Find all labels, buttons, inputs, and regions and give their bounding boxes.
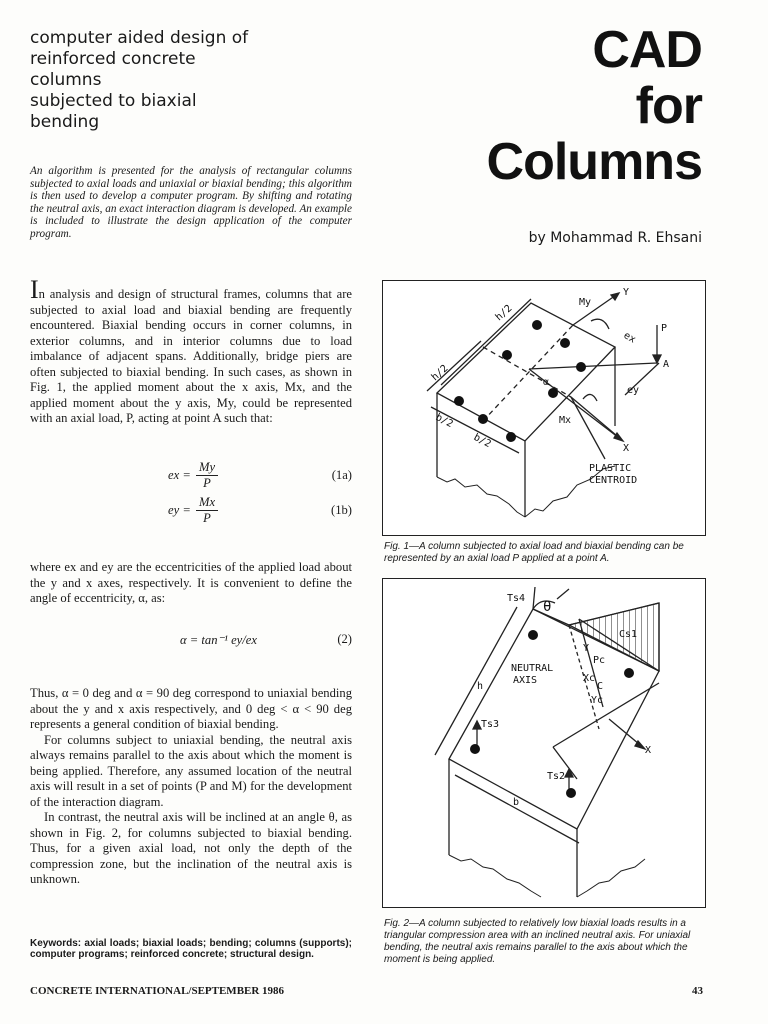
paragraph-eccentricity: where ex and ey are the eccentricities of the applied load about the y and x axes, respectively. It is convenient to define the angle of eccentricity, α, as: [30,560,352,605]
eq2-text: α = tan⁻¹ ey/ex [180,633,257,647]
paragraph-body [30,686,352,888]
paragraph-uniaxial: For columns subject to uniaxial bending, the neutral axis always remains parallel to the axis about which the moment is being applied. Therefore, any assumed location of the neutral axis will result in a set of points (P and M) for the development of the interaction diagram. [30,732,352,809]
eq1b-lhs: ey = [168,503,191,517]
article-subtitle [30,28,330,133]
fig2-label-c: C [597,681,604,692]
subtitle-line: subjected to biaxial [30,91,197,111]
subtitle-line: reinforced concrete [30,49,196,69]
eq1a-denominator: P [196,475,218,491]
fig2-label-yc: Yc [591,695,604,706]
fig1-label-my: My [579,297,592,308]
subtitle-line: bending [30,112,100,132]
fig1-label-alpha: α [543,377,550,388]
figure-2-drawing [383,579,705,907]
fig2-label-b: b [513,797,520,808]
equation-1a [30,460,352,492]
title-line: Columns [486,133,702,191]
eq1b-denominator: P [196,510,218,526]
abstract: An algorithm is presented for the analysis of rectangular columns subjected to axial loads and uniaxial or biaxial bending; this algorithm is then used to develop a computer program. By shifting and rotating the neutral axis, an exact interaction diagram is developed. An example is included to illustrate the design application of the computer program. [30,165,352,240]
figure-1 [382,280,706,536]
fig2-label-h: h [477,681,484,692]
fig1-label-mx: Mx [559,415,572,426]
footer-journal: CONCRETE INTERNATIONAL/SEPTEMBER 1986 [30,985,285,997]
subtitle-line: computer aided design of [30,28,249,48]
fig1-label-plastic: PLASTIC [589,463,632,474]
fig2-label-x: X [645,745,652,756]
eq1a-fraction [196,460,218,491]
figure-2 [382,578,706,908]
article-title [487,22,702,190]
equation-2 [30,630,352,662]
fig1-label-y-axis: Y [623,287,630,298]
intro-text: n analysis and design of structural frames, columns that are subjected to axial load and biaxial bending are frequently encountered. Biaxial bending occurs in corner columns, in exterior columns, and in interior columns due to load imbalance of adjacent spans. Additionally, bridge piers are often subjected to biaxial bending. In such cases, as shown in Fig. 1, the applied moment about the x axis, Mx, and the applied moment about the y axis, My, could be represented with an axial load, P, acting at point A such that: [30,287,352,425]
fig1-label-ex: ex [621,330,638,346]
eq1b-label: (1b) [331,503,352,517]
fig2-label-axis: AXIS [513,675,538,686]
fig1-label-h2-top: h/2 [493,302,515,324]
fig1-label-ey: ey [627,385,640,396]
subtitle-line: columns [30,70,102,90]
eq1a-lhs: ex = [168,468,191,482]
keywords-text: axial loads; biaxial loads; bending; columns (supports); computer programs; reinforced concrete; structural design. [30,938,352,960]
eq1a-numerator: My [198,460,216,474]
fig2-label-pc: Pc [593,655,606,666]
fig2-label-xc: Xc [583,673,596,684]
equation-1b [30,495,352,527]
figure-1-drawing [383,281,705,535]
title-line: CAD [592,21,702,79]
keywords-label: Keywords: [30,938,82,949]
author-byline: by Mohammad R. Ehsani [528,230,702,246]
fig2-label-cs1: Cs1 [619,629,638,640]
eq1b-fraction [196,495,218,526]
fig2-label-theta: θ [543,599,552,615]
fig1-label-b2-b: b/2 [471,431,493,451]
paragraph-angle: Thus, α = 0 deg and α = 90 deg correspond to uniaxial bending about the y and x axis respectively, and 0 deg < α < 90 deg represents a general condition of biaxial bending. [30,686,352,731]
fig2-label-ts4: Ts4 [507,593,526,604]
drop-cap: I [30,275,39,304]
fig1-label-p: P [661,323,668,334]
fig2-label-ts3: Ts3 [481,719,500,730]
fig1-label-h2-left: h/2 [429,362,451,384]
title-line: for [635,77,702,135]
page-number: 43 [692,985,703,997]
fig1-label-x-axis: X [623,443,630,454]
figure-2-caption: Fig. 2—A column subjected to relatively low biaxial loads results in a triangular compression area with an inclined neutral axis. For uniaxial bending, the neutral axis remains parallel to the axis about which the moment is being applied. [384,918,691,965]
eq1b-numerator: Mx [198,495,216,509]
fig1-label-centroid: CENTROID [589,475,638,486]
fig2-label-neutral: NEUTRAL [511,663,554,674]
eq1a-label: (1a) [331,468,352,482]
fig2-label-y: Y [583,643,590,654]
fig1-label-a: A [663,359,670,370]
paragraph-intro [30,275,352,427]
fig1-label-b2-a: b/2 [433,411,455,431]
fig2-label-ts2: Ts2 [547,771,566,782]
eq2-label: (2) [337,632,352,646]
paragraph-biaxial: In contrast, the neutral axis will be inclined at an angle θ, as shown in Fig. 2, for columns subjected to biaxial bending. Thus, for a given axial load, not only the depth of the compression zone, but the inclination of the neutral axis is unknown. [30,810,352,886]
keywords [30,938,352,960]
figure-1-caption: Fig. 1—A column subjected to axial load and biaxial bending can be represented by an axial load P applied at a point A. [384,541,684,564]
